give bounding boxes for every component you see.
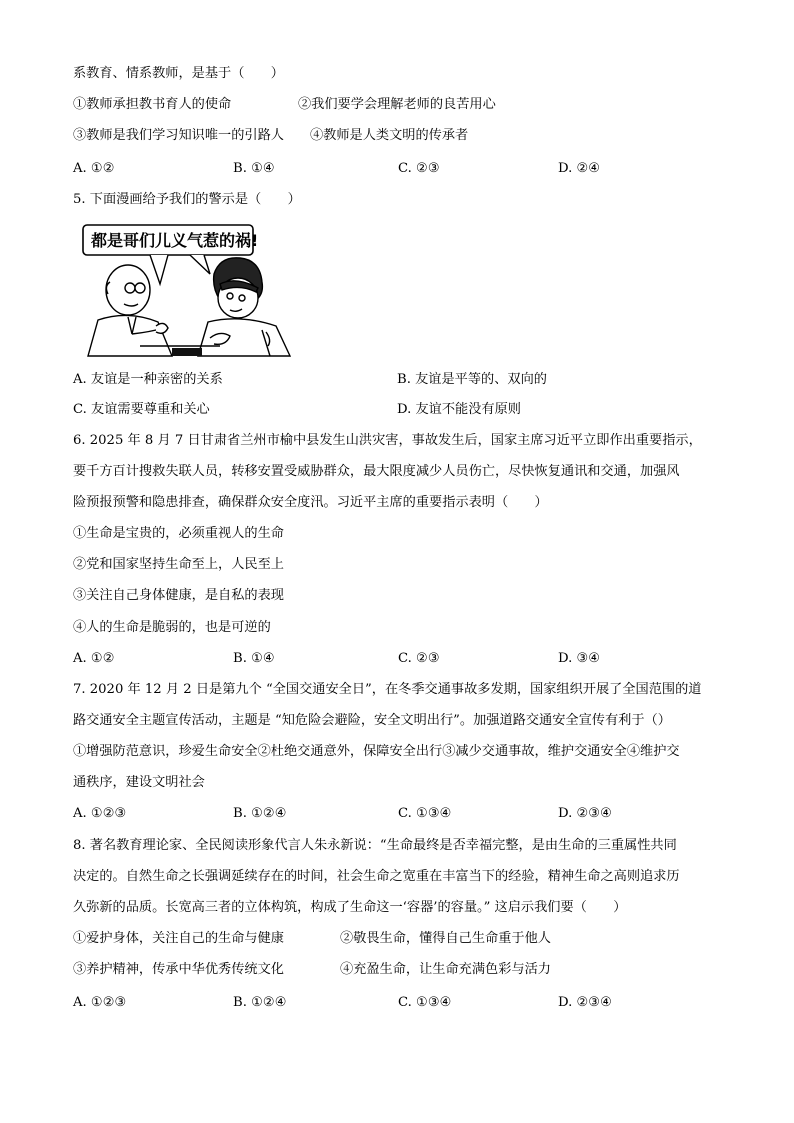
q6-option-c: C. ②③ [398,651,440,666]
q7-stem-line-1: 7. 2020 年 12 月 2 日是第九个 “全国交通安全日”，在冬季交通事故多发期，国家组织开展了全国范围的道 [73,682,702,697]
q8-statement-1: ①爱护身体，关注自己的生命与健康 [73,931,284,946]
q6-stem-line-3: 险预报预警和隐患排查，确保群众安全度汛。习近平主席的重要指示表明（ ） [73,495,548,510]
q4-option-b: B. ①④ [233,161,275,176]
q7-option-b: B. ①②④ [233,806,287,821]
q8-stem-line-1: 8. 著名教育理论家、全民阅读形象代言人朱永新说：“生命最终是否幸福完整，是由生命的三重属性共同 [73,838,677,853]
q8-stem-line-2: 决定的。自然生命之长强调延续存在的时间，社会生命之宽重在丰富当下的经验，精神生命之高则追求历 [73,869,680,884]
q8-statement-3: ③养护精神，传承中华优秀传统文化 [73,962,284,977]
q5-option-c: C. 友谊需要尊重和关心 [73,402,210,417]
q7-option-d: D. ②③④ [558,806,612,821]
q7-option-c: C. ①③④ [398,806,452,821]
q8-option-d: D. ②③④ [558,995,612,1010]
q4-statement-3: ③教师是我们学习知识唯一的引路人 [73,128,284,143]
q6-statement-1: ①生命是宝贵的，必须重视人的生命 [73,526,284,541]
q8-statement-2: ②敬畏生命，懂得自己生命重于他人 [340,931,551,946]
q5-stem: 5. 下面漫画给予我们的警示是（ ） [73,192,301,207]
bubble-tail-right [190,255,210,274]
q7-statements-line-2: 通秩序，建设文明社会 [73,775,205,790]
q6-option-a: A. ①② [73,651,115,666]
q8-option-b: B. ①②④ [233,995,287,1010]
q8-stem-line-3: 久弥新的品质。长宽高三者的立体构筑，构成了生命这一‘容器’的容量。” 这启示我们要（ ） [73,900,627,915]
q6-stem-line-1: 6. 2025 年 8 月 7 日甘肃省兰州市榆中县发生山洪灾害，事故发生后，国家主席习近平立即作出重要指示， [73,433,702,448]
q6-option-b: B. ①④ [233,651,275,666]
q4-statement-2: ②我们要学会理解老师的良苦用心 [298,97,496,112]
q4-statement-4: ④教师是人类文明的传承者 [310,128,469,143]
cartoon-drawing [80,222,310,358]
q7-option-a: A. ①②③ [73,806,127,821]
friendship-cartoon [80,222,310,358]
cartoon-caption: 都是哥们儿义气惹的祸! [91,231,259,250]
q5-option-b: B. 友谊是平等的、双向的 [397,372,547,387]
q4-stem-continuation: 系教育、情系教师，是基于（ ） [73,66,284,81]
q4-option-a: A. ①② [73,161,115,176]
q6-statement-4: ④人的生命是脆弱的，也是可逆的 [73,620,271,635]
q4-option-c: C. ②③ [398,161,440,176]
q6-statement-2: ②党和国家坚持生命至上，人民至上 [73,557,284,572]
table-object [172,348,202,356]
right-figure [198,258,290,356]
q6-option-d: D. ③④ [558,651,601,666]
q7-statements-line-1: ①增强防范意识，珍爱生命安全②杜绝交通意外，保障安全出行③减少交通事故，维护交通安全④维护交 [73,744,680,759]
q6-stem-line-2: 要千方百计搜救失联人员，转移安置受威胁群众，最大限度减少人员伤亡，尽快恢复通讯和交通，加强风 [73,464,680,479]
q8-statement-4: ④充盈生命，让生命充满色彩与活力 [340,962,551,977]
q4-option-d: D. ②④ [558,161,601,176]
q6-statement-3: ③关注自己身体健康，是自私的表现 [73,588,284,603]
q4-statement-1: ①教师承担教书育人的使命 [73,97,232,112]
bubble-tail-left [150,255,168,284]
q5-option-a: A. 友谊是一种亲密的关系 [73,372,223,387]
q5-option-d: D. 友谊不能没有原则 [397,402,521,417]
q7-stem-line-2: 路交通安全主题宣传活动，主题是 “知危险会避险，安全文明出行”。加强道路交通安全宣传有利于（） [73,713,671,728]
q8-option-a: A. ①②③ [73,995,127,1010]
q8-option-c: C. ①③④ [398,995,452,1010]
